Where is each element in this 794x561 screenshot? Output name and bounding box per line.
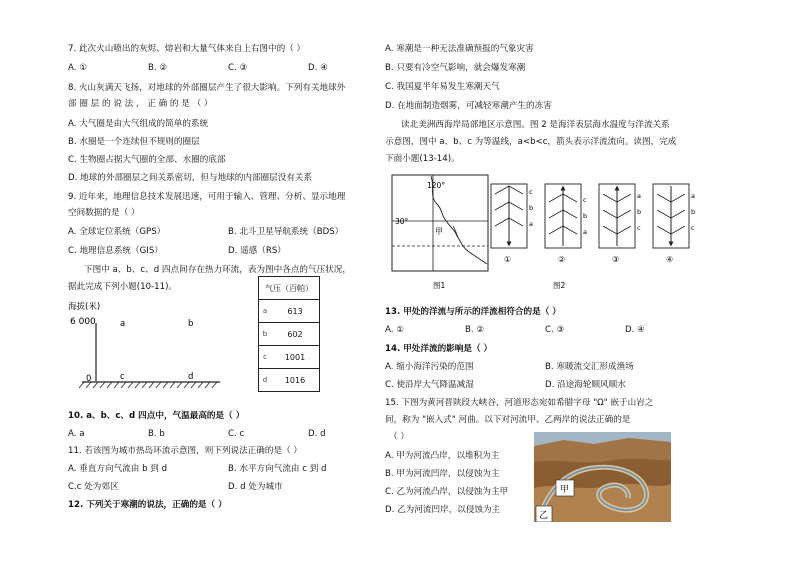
altitude-top-label: 6 000 [70,317,96,327]
isotherm-c: c [691,224,695,232]
isotherm-c: c [583,196,587,204]
isotherm-c: c [529,188,533,196]
intro13-line2: 示意图，图中 a、b、c 为等温线，a<b<c，箭头表示洋流流向。读图，完成 [385,137,677,147]
q10-option-c[interactable]: C. c [228,429,245,439]
longitude-label: 120° [427,181,446,190]
pressure-row-point: d [259,369,272,392]
q8-option-a[interactable]: A. 大气圈是由大气组成的简单的系统 [68,119,209,129]
q15-stem-line1: 15. 下图为黄河晋陕段大峡谷，河道形态宛如希腊字母 "Ω" 嵌于山岩之 [385,398,654,408]
q14-option-c[interactable]: C. 使沿岸大气降温减湿 [385,380,474,390]
q9-option-d[interactable]: D. 遥感（RS） [228,246,286,256]
point-d: d [188,372,194,382]
pressure-row-value: 1016 [271,369,320,392]
pressure-row-point: c [259,346,272,369]
q15-stem-line2: 间，称为 "嵌入式" 河曲。以下对河流甲、乙两岸的说法正确的是 [385,415,631,425]
point-a: a [120,319,126,329]
isotherm-a: a [691,192,695,200]
figure2-caption: 图2 [553,281,566,290]
isotherm-a: a [637,192,641,200]
q15-option-b[interactable]: B. 甲为河流凹岸，以侵蚀为主 [385,469,500,479]
q10-option-b[interactable]: B. b [148,429,165,439]
panel-4[interactable] [653,184,695,264]
panel-1-label: ① [504,255,512,264]
pressure-table-header: 气压（百帕） [259,277,320,300]
q11-option-b[interactable]: B. 水平方向气流由 c 到 d [228,464,327,474]
q11-stem: 11. 若该图为城市热岛环流示意图，则下列说法正确的是（ ） [68,446,302,456]
q8-option-b[interactable]: B. 水圈是一个连续但不规则的圈层 [68,137,200,147]
q12-option-a[interactable]: A. 寒潮是一种无法准确预报的气象灾害 [385,44,534,54]
q14-option-a[interactable]: A. 缩小海洋污染的范围 [385,362,474,372]
q8-option-d[interactable]: D. 地球的外部圈层之间关系密切，但与地球的内部圈层没有关系 [68,173,313,183]
q7-option-c[interactable]: C. ③ [228,63,248,73]
q9-option-a[interactable]: A. 全球定位系统（GPS） [68,227,166,237]
intro13-line3: 下面小题(13-14)。 [385,154,460,164]
panel-2-label: ② [558,255,566,264]
q9-option-c[interactable]: C. 地理信息系统（GIS） [68,246,163,256]
q10-option-a[interactable]: A. a [68,429,85,439]
q7-option-d[interactable]: D. ④ [308,63,328,73]
altitude-label: 海拔(米) [68,302,101,312]
ground-hatching [79,382,217,388]
q8-option-c[interactable]: C. 生物圈占据大气圈的全部、水圈的底部 [68,155,226,165]
altitude-zero-label: 0 [86,374,92,384]
q7-option-b[interactable]: B. ② [148,63,168,73]
pressure-row-point: a [259,300,272,323]
q11-option-c[interactable]: C.c 处为郊区 [68,482,119,492]
q15-option-a[interactable]: A. 甲为河流凸岸，以堆积为主 [385,451,500,461]
thermal-circulation-figure [60,296,260,396]
intro10-line1: 下图中 a、b、c、d 四点间存在热力环流，表为图中各点的气压状况， [84,265,351,275]
isotherm-a: a [529,220,533,228]
q9-stem-line1: 9. 近年来，地理信息技术发展迅速，可用于输入、管理、分析、显示地理 [68,192,346,202]
q12-option-d[interactable]: D. 在地面制造烟雾，可减轻寒潮产生的冻害 [385,101,552,111]
figure1-map [391,174,489,292]
q10-stem: 10. a、b、c、d 四点中，气温最高的是（ ） [68,411,245,421]
isotherm-b: b [529,204,534,212]
point-c: c [120,372,125,382]
q15-option-d[interactable]: D. 乙为河流凹岸，以侵蚀为主 [385,505,501,515]
pressure-row-value: 602 [271,323,320,346]
q15-bracket: （ ） [389,432,409,442]
q14-stem: 14. 甲处洋流的影响是（ ） [385,344,493,354]
place-jia: 甲 [435,227,443,236]
point-b: b [188,319,194,329]
panel-2[interactable] [545,184,587,264]
figure2-current-panels [489,180,709,292]
panel-3-label: ③ [612,255,620,264]
q13-stem: 13. 甲处的洋流与所示的洋流相符合的是（ ） [385,307,561,317]
q11-option-a[interactable]: A. 垂直方向气流由 b 到 d [68,464,168,474]
q9-option-b[interactable]: B. 北斗卫星导航系统（BDS） [228,227,344,237]
intro13-line1: 读北美洲西海岸局部地区示意图。图 2 是海洋表层海水温度与洋流关系 [401,120,670,130]
q14-option-d[interactable]: D. 沿途海轮顺风顺水 [545,380,626,390]
q7-option-a[interactable]: A. ① [68,63,87,73]
panel-3[interactable] [599,184,641,264]
pressure-row-point: b [259,323,272,346]
q8-stem-line1: 8. 火山灰满天飞扬，对地球的外部圈层产生了很大影响。下列有关地球外 [68,83,346,93]
pressure-row-value: 1001 [271,346,320,369]
q10-option-d[interactable]: D. d [308,429,326,439]
q13-option-c[interactable]: C. ③ [545,325,565,335]
panel-4-label: ④ [666,255,674,264]
pressure-table [258,276,320,392]
pressure-row-value: 613 [271,300,320,323]
q13-option-d[interactable]: D. ④ [625,325,645,335]
panel-1[interactable] [491,184,533,264]
photo-label-jia: 甲 [560,485,570,495]
latitude-label: 30° [395,217,409,226]
q7-stem: 7. 此次火山喷出的灰烬、熔岩和大量气体来自上右图中的（ ） [68,44,306,54]
canyon-photo [534,432,671,522]
isotherm-c: c [637,224,641,232]
q11-option-d[interactable]: D. d 处为城市 [228,482,283,492]
q8-stem-line2: 部 圈 层 的 说 法 ， 正 确 的 是 （ ） [68,99,213,109]
q14-option-b[interactable]: B. 寒暖流交汇形成渔场 [545,362,634,372]
q15-option-c[interactable]: C. 乙为河流凸岸，以侵蚀为主甲 [385,487,509,497]
q13-option-b[interactable]: B. ② [465,325,485,335]
intro10-line2: 据此完成下列小题(10-11)。 [68,282,178,292]
figure1-caption: 图1 [433,281,446,290]
isotherm-a: a [583,228,587,236]
isotherm-b: b [691,208,696,216]
isotherm-b: b [637,208,642,216]
q13-option-a[interactable]: A. ① [385,325,404,335]
photo-label-yi: 乙 [539,511,549,521]
isotherm-b: b [583,212,588,220]
q12-option-b[interactable]: B. 只要有冷空气影响，就会爆发寒潮 [385,63,526,73]
q12-stem: 12. 下列关于寒潮的说法，正确的是（ ） [68,500,227,510]
q12-option-c[interactable]: C. 我国夏半年易发生寒潮天气 [385,82,500,92]
q9-stem-line2: 空间数据的是（ ） [68,208,140,218]
